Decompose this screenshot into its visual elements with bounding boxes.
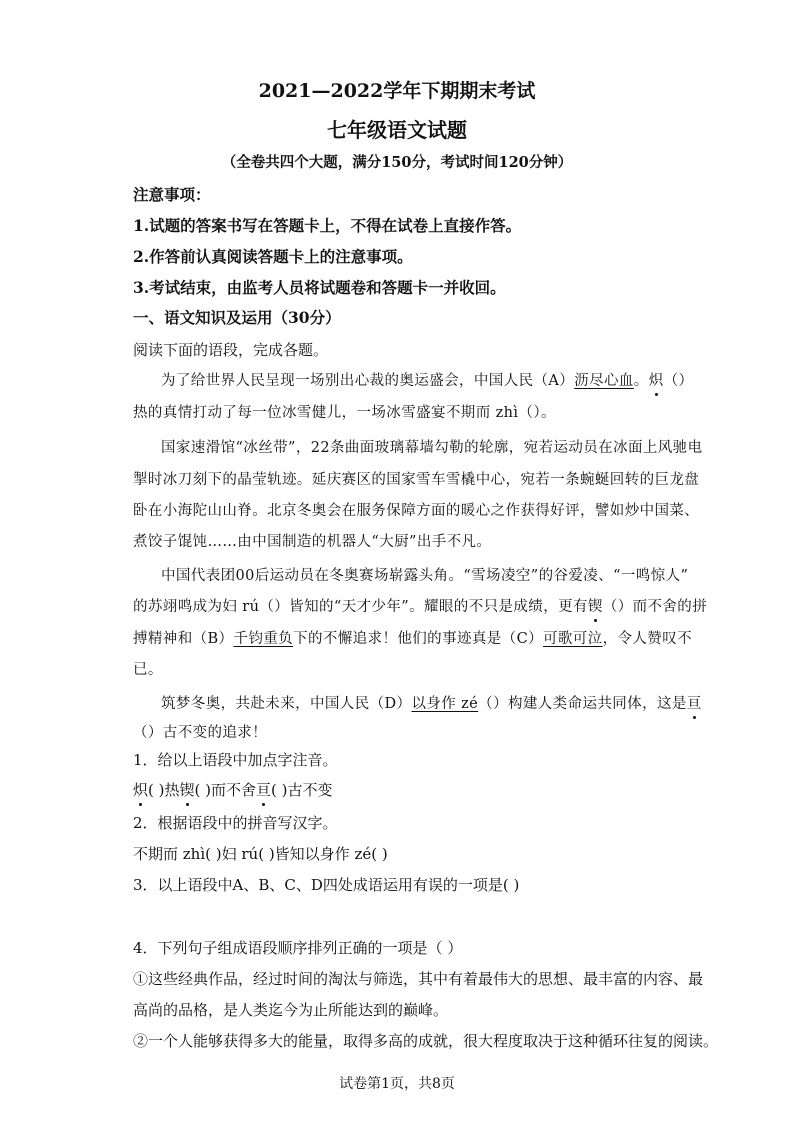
p3-text-d: 下的不懈追求！他们的事迹真是（C） <box>293 631 543 647</box>
q1-blank-2[interactable]: ( )而不舍 <box>194 781 256 799</box>
section-heading: 一、语文知识及运用（30分） <box>133 308 341 327</box>
p3-text-c: 搏精神和（B） <box>133 631 234 647</box>
section-intro: 阅读下面的语段，完成各题。 <box>133 341 329 359</box>
question-2-answer-line[interactable]: 不期而 zhì( )妇 rú( )皆知以身作 zé( ) <box>133 845 388 863</box>
dotted-char-gen: 亘 <box>687 692 702 713</box>
idiom-d: 以身作 zé <box>411 696 479 712</box>
question-2-stem: 2．根据语段中的拼音写汉字。 <box>133 814 338 832</box>
passage-p3-line4: 已。 <box>133 662 163 678</box>
dotted-char-chi: 炽 <box>649 369 664 390</box>
q1-blank-3[interactable]: ( )古不变 <box>271 781 333 799</box>
question-1-answer-line <box>133 779 333 800</box>
question-4-sentence-1a: ①这些经典作品，经过时间的淘汰与筛选，其中有着最伟大的思想、最丰富的内容、最 <box>133 970 704 988</box>
passage-p1-line1 <box>161 369 693 390</box>
p1-text-a: 为了给世界人民呈现一场别出心裁的奥运盛会，中国人民（A） <box>161 373 575 389</box>
notice-item-1: 1.试题的答案书写在答题卡上，不得在试卷上直接作答。 <box>133 216 522 235</box>
passage-p2-line3: 卧在小海陀山山脊。北京冬奥会在服务保障方面的暖心之作获得好评，譬如炒中国菜、 <box>133 503 700 519</box>
p4-text-b: （）构建人类命运共同体，这是 <box>478 696 687 712</box>
p1-text-b: 。 <box>633 373 649 389</box>
question-4-stem: 4．下列句子组成语段顺序排列正确的一项是（ ） <box>133 939 463 957</box>
exam-note: （全卷共四个大题，满分150分，考试时间120分钟） <box>221 154 573 171</box>
passage-p2-line4: 煮饺子馄饨……由中国制造的机器人“大厨”出手不凡。 <box>133 534 492 550</box>
q1-char-gen: 亘 <box>256 781 272 799</box>
q1-char-qie: 锲 <box>179 781 195 799</box>
idiom-b: 千钧重负 <box>233 631 294 647</box>
passage-p3-line3 <box>133 627 692 648</box>
passage-p2-line1: 国家速滑馆“冰丝带”，22条曲面玻璃幕墙勾勒的轮廓，宛若运动员在冰面上风驰电 <box>161 440 703 456</box>
question-4-sentence-1b: 高尚的品格，是人类迄今为止所能达到的巅峰。 <box>133 1001 449 1019</box>
exam-title: 2021—2022学年下期期末考试 <box>258 80 536 102</box>
notice-heading: 注意事项： <box>133 185 211 204</box>
idiom-c: 可歌可泣 <box>542 631 603 647</box>
p3-text-b: （）而不舍的拼 <box>602 599 708 615</box>
notice-item-3: 3.考试结束，由监考人员将试题卷和答题卡一并收回。 <box>133 278 506 297</box>
p1-text-d: （） <box>663 373 694 389</box>
passage-p4-line2: （）古不变的追求！ <box>133 725 268 741</box>
q1-blank-1[interactable]: ( )热 <box>148 781 180 799</box>
passage-p3-line2 <box>133 595 707 616</box>
passage-p2-line2: 掣时冰刀刻下的晶莹轨迹。延庆赛区的国家雪车雪橇中心，宛若一条蜿蜒回转的巨龙盘 <box>133 472 700 488</box>
exam-subtitle: 七年级语文试题 <box>327 118 467 142</box>
question-3-stem: 3．以上语段中A、B、C、D四处成语运用有误的一项是( ) <box>133 876 520 894</box>
dotted-char-qie: 锲 <box>588 595 603 616</box>
question-1-stem: 1．给以上语段中加点字注音。 <box>133 751 338 769</box>
q1-char-chi: 炽 <box>133 781 149 799</box>
idiom-a: 沥尽心血 <box>574 373 634 389</box>
question-4-sentence-2: ②一个人能够获得多大的能量，取得多高的成就，很大程度取决于这种循环往复的阅读。 <box>133 1032 719 1050</box>
passage-p4-line1 <box>161 692 702 713</box>
p4-text-a: 筑梦冬奥，共赴未来，中国人民（D） <box>161 696 412 712</box>
passage-p1-line2: 热的真情打动了每一位冰雪健儿，一场冰雪盛宴不期而 zhì（）。 <box>133 405 556 421</box>
page-footer: 试卷第1页，共8页 <box>339 1076 455 1092</box>
p3-text-e: ，令人赞叹不 <box>602 631 692 647</box>
p3-text-a: 的苏翊鸣成为妇 rú（）皆知的“天才少年”。耀眼的不只是成绩，更有 <box>133 599 588 615</box>
passage-p3-line1: 中国代表团00后运动员在冬奥赛场崭露头角。“雪场凌空”的谷爱凌、“一鸣惊人” <box>161 568 689 584</box>
notice-item-2: 2.作答前认真阅读答题卡上的注意事项。 <box>133 247 413 266</box>
